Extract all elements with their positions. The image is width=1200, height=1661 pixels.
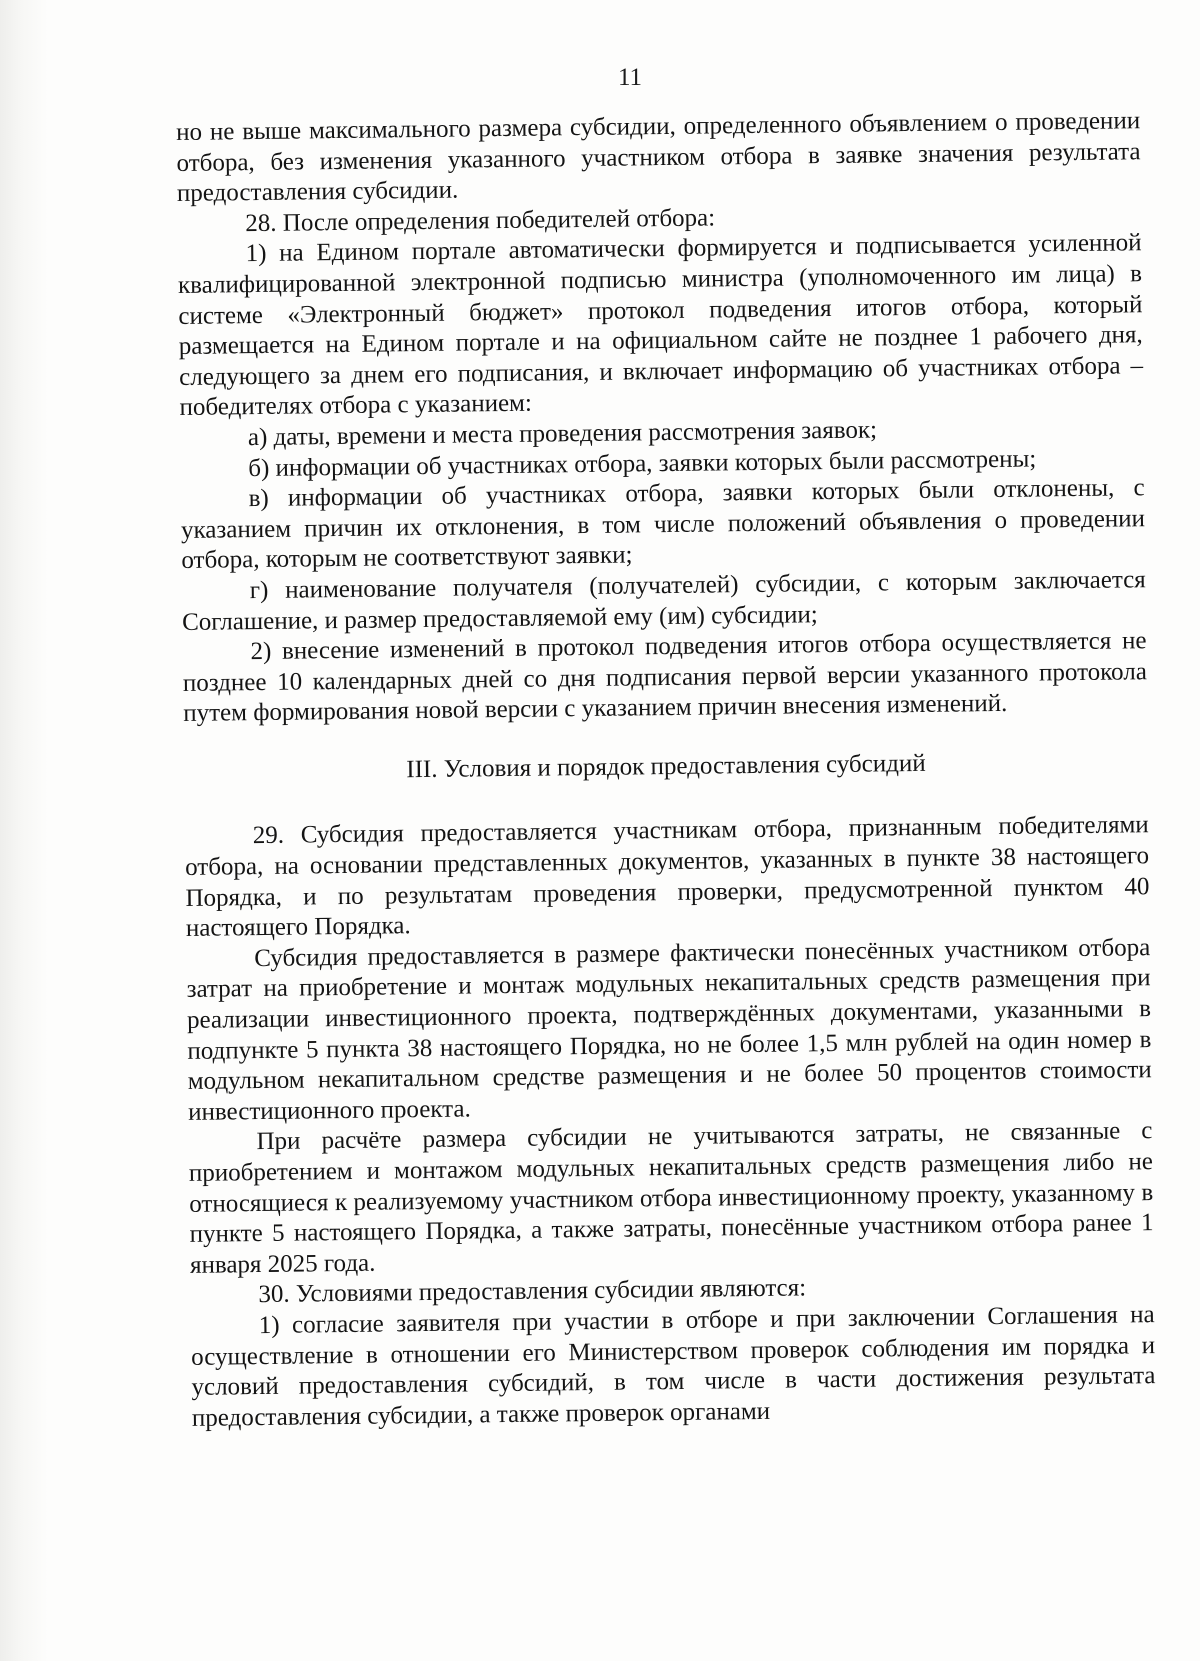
paragraph-item-29: 29. Субсидия предоставляется участникам отбора, признанным победителями отбора, на основании представленных документов, указанных в пункте 38 настоящего Порядка, и по результатам проведения проверки, предусмотренной пунктом 40 настоящего Порядка.	[184, 811, 1150, 943]
paragraph-excluded-costs: При расчёте размера субсидии не учитываются затраты, не связанные с приобретением и монтажом модульных некапитальных средств размещения либо не относящиеся к реализуемому участником отбора инвестиционному проекту, указанному в пункте 5 настоящего Порядка, а также затраты, понесённые участником отбора ранее 1 января 2025 года.	[188, 1117, 1154, 1279]
paragraph-subitem-2: 2) внесение изменений в протокол подведения итогов отбора осуществляется не позднее 10 календарных дней со дня подписания первой версии указанного протокола путем формирования новой версии с указанием причин внесения изменений.	[182, 627, 1147, 728]
paragraph-continuation: но не выше максимального размера субсидии, определенного объявлением о проведении отбора, без изменения указанного участником отбора в заявке значения результата предоставления субсидии.	[176, 107, 1141, 208]
section-heading: III. Условия и порядок предоставления субсидий	[406, 749, 926, 784]
paragraph-subsidy-amount: Субсидия предоставляется в размере фактически понесённых участником отбора затрат на приобретение и монтаж модульных некапитальных средств размещения при реализации инвестиционного проекта, подтверждённых документами, указанными в подпункте 5 пункта 38 настоящего Порядка, но не более 1,5 млн рублей на один номер в модульном некапитальном средстве размещения и не более 50 процентов стоимости инвестиционного проекта.	[186, 934, 1152, 1126]
paragraph-item-30: 30. Условиями предоставления субсидии являются:	[258, 1274, 807, 1309]
paragraph-subitem-1: 1) на Едином портале автоматически формируется и подписывается усиленной квалифицированной электронной подписью министра (уполномоченного им лица) в системе «Электронный бюджет» протокол подведения итогов отбора, который размещается на Едином портале и на официальном сайте не позднее 1 рабочего дня, следующего за днем его подписания, и включает информацию об участниках отбора – победителях отбора с указанием:	[177, 229, 1144, 422]
paragraph-item-28: 28. После определения победителей отбора:	[245, 204, 716, 237]
paragraph-subitem-v: в) информации об участниках отбора, заявки которых были отклонены, с указанием причин их отклонения, в том числе положений объявления о проведении отбора, которым не соответствуют заявки;	[180, 474, 1146, 575]
paragraph-subitem-a: а) даты, времени и места проведения рассмотрения заявок;	[247, 416, 878, 452]
document-body	[176, 106, 1156, 1434]
paragraph-condition-1: 1) согласие заявителя при участии в отборе и при заключении Соглашения на осуществление в отношении его Министерством проверок соблюдения им порядка и условий предоставления субсидий, в том числе в части достижения результата предоставления субсидии, а также проверок органами	[190, 1301, 1156, 1432]
paragraph-subitem-g: г) наименование получателя (получателей) субсидии, с которым заключается Соглашение, и размер предоставляемой ему (им) субсидии;	[181, 566, 1146, 636]
scan-shadow-edge	[0, 0, 48, 1661]
paragraph-subitem-b: б) информации об участниках отбора, заявки которых были рассмотрены;	[248, 445, 1037, 482]
page-number: 11	[617, 64, 643, 91]
